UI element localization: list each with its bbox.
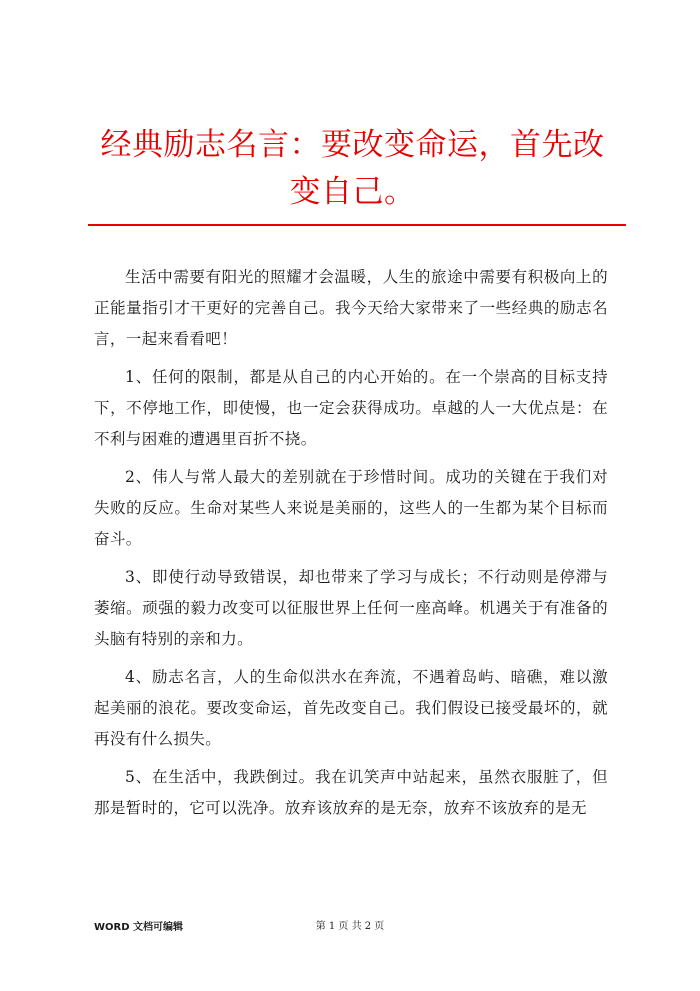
footer-page-number: 第 1 页 共 2 页 xyxy=(315,921,385,932)
document-body xyxy=(94,262,608,831)
title-divider xyxy=(88,224,626,226)
quote-paragraph-2: 2、伟人与常人最大的差别就在于珍惜时间。成功的关键在于我们对失败的反应。生命对某些人来说是美丽的，这些人的一生都为某个目标而奋斗。 xyxy=(94,468,608,548)
document-title: 经典励志名言：要改变命运，首先改变自己。 xyxy=(100,127,605,210)
intro-paragraph: 生活中需要有阳光的照耀才会温暖，人生的旅途中需要有积极向上的正能量指引才干更好的完善自己。我今天给大家带来了一些经典的励志名言，一起来看看吧！ xyxy=(94,268,608,348)
footer-editable-note: WORD 文档可编辑 xyxy=(94,922,184,933)
quote-paragraph-4: 4、励志名言，人的生命似洪水在奔流，不遇着岛屿、暗礁，难以激起美丽的浪花。要改变命运，首先改变自己。我们假设已接受最坏的，就再没有什么损失。 xyxy=(94,668,608,748)
quote-paragraph-5: 5、在生活中，我跌倒过。我在讥笑声中站起来，虽然衣服脏了，但那是暂时的，它可以洗净。放弃该放弃的是无奈，放弃不该放弃的是无 xyxy=(94,768,608,817)
quote-paragraph-1: 1、任何的限制，都是从自己的内心开始的。在一个崇高的目标支持下，不停地工作，即使慢，也一定会获得成功。卓越的人一大优点是：在不利与困难的遭遇里百折不挠。 xyxy=(94,368,608,448)
quote-paragraph-3: 3、即使行动导致错误，却也带来了学习与成长；不行动则是停滞与萎缩。顽强的毅力改变可以征服世界上任何一座高峰。机遇关于有准备的头脑有特别的亲和力。 xyxy=(94,568,608,648)
